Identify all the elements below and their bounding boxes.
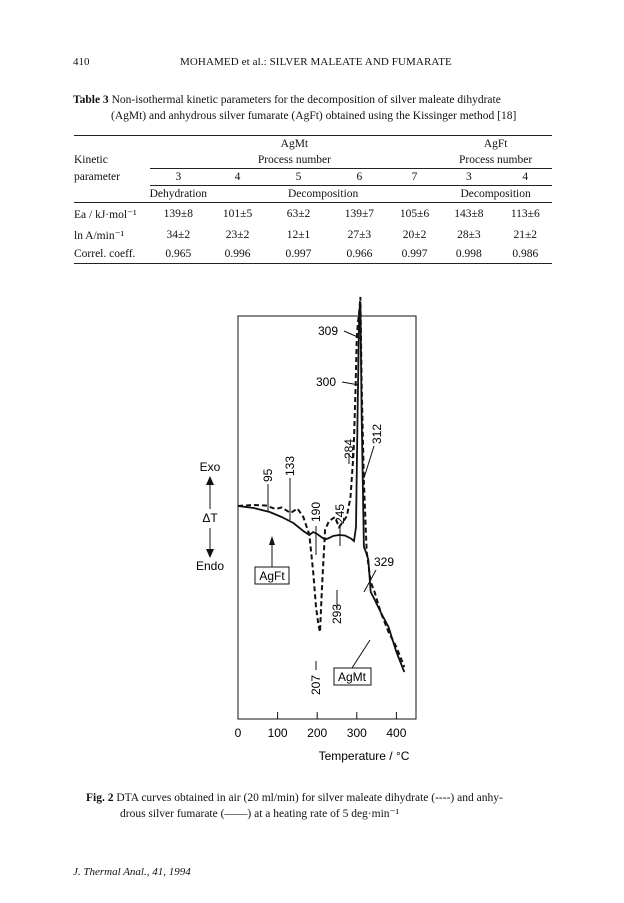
- process-number: 3: [150, 169, 207, 186]
- table-cell: 143±8: [454, 207, 484, 220]
- peak-label: 95: [261, 468, 275, 482]
- x-tick-label: 100: [267, 726, 288, 740]
- peak-label: 284: [342, 438, 356, 459]
- peak-label: 133: [283, 455, 297, 476]
- journal-footer: J. Thermal Anal., 41, 1994: [73, 866, 191, 878]
- peak-label: 207: [309, 674, 323, 695]
- table-caption-line1: Non-isothermal kinetic parameters for the decomposition of silver maleate dihydrate: [111, 94, 501, 106]
- process-number-agmt: Process number: [150, 152, 440, 169]
- table-cell: 139±7: [344, 207, 375, 220]
- page-number: 410: [73, 56, 90, 68]
- agmt-label: AgMt: [337, 670, 367, 684]
- peak-label: 245: [333, 503, 347, 524]
- table-cell: 27±3: [347, 228, 372, 241]
- table-label: Table 3: [73, 94, 109, 106]
- stage-decomposition-agmt: Decomposition: [207, 186, 439, 203]
- x-tick-label: 0: [234, 726, 242, 740]
- row-head-kinetic: Kinetic: [74, 154, 108, 167]
- stage-decomposition-agft: Decomposition: [439, 186, 552, 203]
- stage-dehydration: Dehydration: [150, 186, 207, 203]
- table-cell: 0.966: [329, 245, 390, 264]
- col-group-agft: AgFt: [439, 136, 552, 153]
- peak-label: 190: [309, 501, 323, 522]
- figure-caption-line2: drous silver fumarate (——) at a heating rate of 5 deg·min⁻¹: [120, 808, 400, 820]
- figure-caption-line1: DTA curves obtained in air (20 ml/min) for silver maleate dihydrate (----) and anhy-: [116, 792, 503, 804]
- x-ticks: [235, 712, 407, 740]
- param-correl: Correl. coeff.: [74, 245, 150, 264]
- x-tick-label: 200: [307, 726, 328, 740]
- table-cell: 139±8: [163, 207, 193, 220]
- leader-line: [364, 446, 374, 478]
- table-cell: 34±2: [166, 228, 191, 241]
- figure-label: Fig. 2: [86, 792, 114, 804]
- table-cell: 21±2: [513, 228, 538, 241]
- peak-label: 312: [370, 423, 384, 444]
- table-cell: 0.998: [439, 245, 498, 264]
- process-number: 6: [329, 169, 390, 186]
- running-title: MOHAMED et al.: SILVER MALEATE AND FUMARATE: [180, 56, 452, 68]
- table-cell: 0.996: [207, 245, 268, 264]
- agft-label: AgFt: [259, 569, 285, 583]
- y-label-delta-t: ΔT: [202, 511, 218, 525]
- peak-label: 293: [330, 603, 344, 624]
- row-head-parameter: parameter: [74, 171, 120, 183]
- table-cell: 20±2: [402, 228, 427, 241]
- peak-label: 309: [318, 324, 339, 338]
- col-group-agmt: AgMt: [150, 136, 440, 153]
- table-cell: 28±3: [457, 228, 481, 241]
- table-cell: 0.997: [390, 245, 439, 264]
- table-cell: 0.997: [268, 245, 329, 264]
- table-caption-line2: (AgMt) and anhydrous silver fumarate (AgFt) obtained using the Kissinger method [18]: [111, 110, 517, 122]
- table-cell: 101±5: [222, 207, 253, 220]
- table-cell: 63±2: [286, 207, 311, 220]
- peak-label: 300: [316, 375, 337, 389]
- x-tick-label: 300: [346, 726, 367, 740]
- peak-label: 329: [374, 555, 395, 569]
- y-label-endo: Endo: [195, 559, 225, 573]
- process-number: 7: [390, 169, 439, 186]
- param-ea: Ea / kJ·mol⁻¹: [74, 208, 137, 221]
- series-agft-line: [238, 302, 404, 672]
- y-label-exo: Exo: [199, 460, 221, 474]
- process-number: 4: [207, 169, 268, 186]
- x-tick-label: 400: [386, 726, 407, 740]
- agft-arrow-icon: [269, 536, 275, 545]
- table-cell: 113±6: [510, 207, 540, 220]
- table-cell: 105±6: [399, 207, 430, 220]
- param-ln-a: ln A/min⁻¹: [74, 229, 125, 242]
- x-axis-label: Temperature / °C: [318, 749, 410, 763]
- process-number: 4: [499, 169, 552, 186]
- endo-arrow-icon: [206, 549, 214, 558]
- process-number: 5: [268, 169, 329, 186]
- exo-arrow-icon: [206, 476, 214, 485]
- leader-line: [352, 640, 370, 668]
- table-cell: 0.965: [150, 245, 207, 264]
- table-cell: 12±1: [286, 228, 311, 241]
- table-cell: 23±2: [225, 228, 250, 241]
- figure-caption: [86, 790, 556, 822]
- table-cell: 0.986: [499, 245, 552, 264]
- process-number-agft: Process number: [439, 152, 552, 169]
- process-number: 3: [439, 169, 498, 186]
